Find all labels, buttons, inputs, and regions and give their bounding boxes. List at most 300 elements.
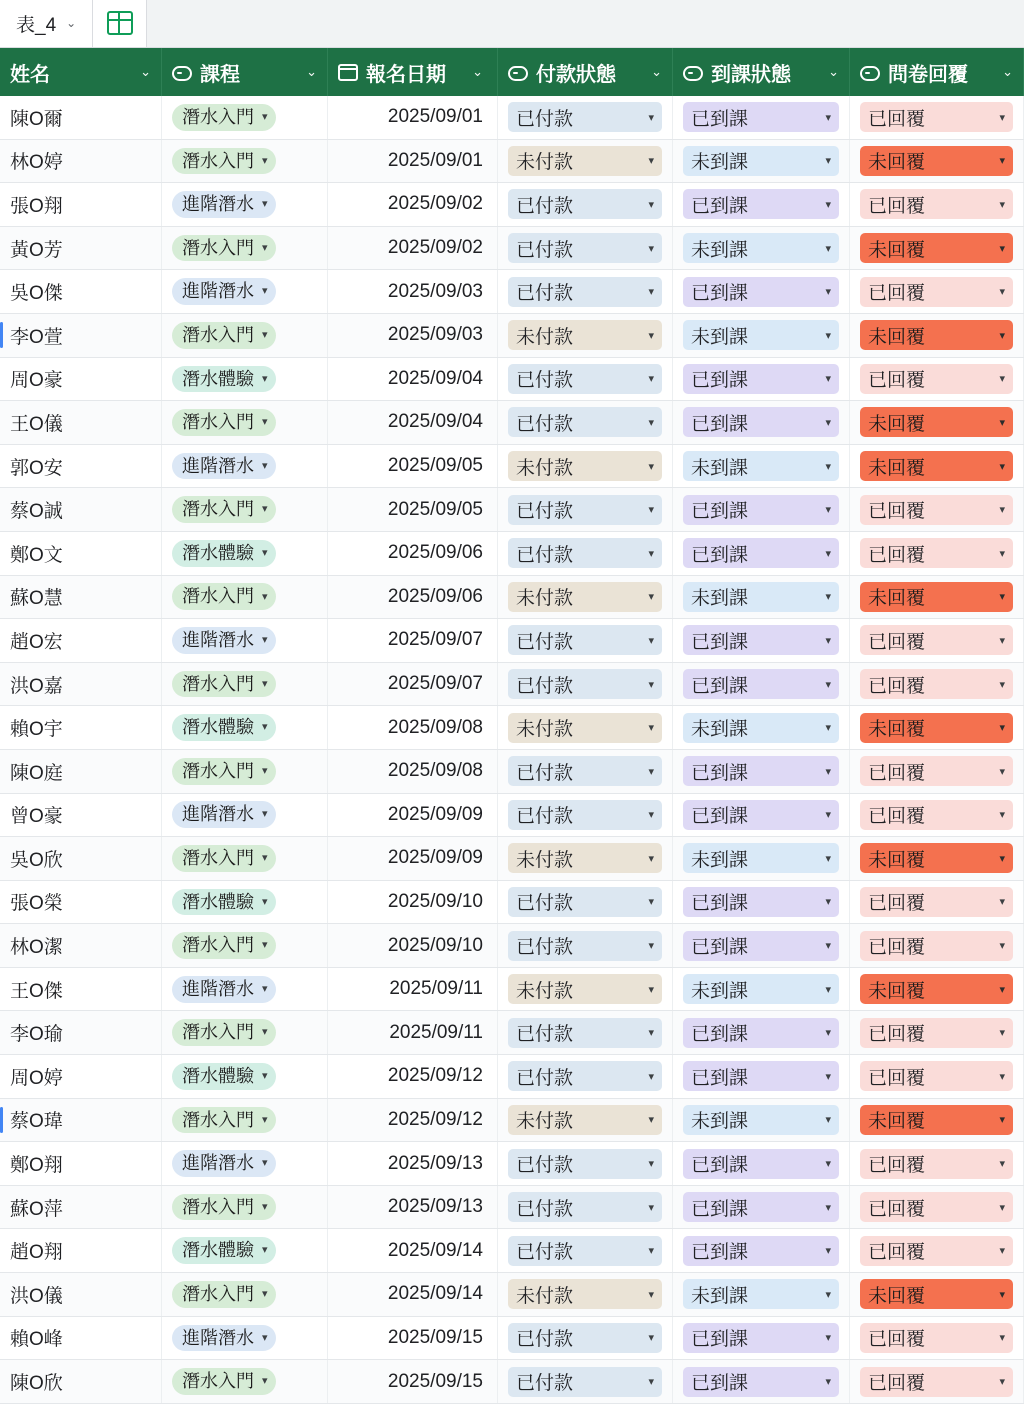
attendance-status-select[interactable] [683,538,839,568]
chevron-down-icon[interactable]: ▾ [648,460,654,473]
table-row[interactable] [0,619,1024,663]
chevron-down-icon[interactable]: ▾ [648,1245,654,1258]
chevron-down-icon[interactable]: ▾ [999,634,1005,647]
cell-name[interactable] [0,1229,162,1272]
chevron-down-icon[interactable]: ▾ [262,198,268,211]
payment-status-select[interactable] [508,887,662,917]
cell-name[interactable] [0,619,162,662]
cell-survey-response[interactable] [850,750,1024,793]
chevron-down-icon[interactable]: ▾ [648,373,654,386]
chevron-down-icon[interactable]: ⌄ [1002,64,1013,79]
attendance-status-select[interactable] [683,582,839,612]
survey-response-select[interactable] [860,102,1013,132]
table-row[interactable] [0,1055,1024,1099]
cell-attendance-status[interactable] [673,663,850,706]
survey-response-select[interactable] [860,843,1013,873]
cell-course[interactable] [162,1011,328,1054]
cell-survey-response[interactable] [850,1229,1024,1272]
cell-survey-response[interactable] [850,401,1024,444]
chevron-down-icon[interactable]: ▾ [262,241,268,254]
cell-name[interactable] [0,1099,162,1142]
chevron-down-icon[interactable]: ▾ [648,940,654,953]
course-chip[interactable] [172,583,276,610]
payment-status-select[interactable] [508,1192,662,1222]
chevron-down-icon[interactable]: ▾ [648,547,654,560]
table-row[interactable] [0,96,1024,140]
cell-survey-response[interactable] [850,140,1024,183]
chevron-down-icon[interactable]: ▾ [262,328,268,341]
course-chip[interactable] [172,1281,276,1308]
chevron-down-icon[interactable]: ▾ [999,1027,1005,1040]
table-row[interactable] [0,750,1024,794]
cell-attendance-status[interactable] [673,837,850,880]
cell-survey-response[interactable] [850,1273,1024,1316]
cell-name[interactable] [0,401,162,444]
chevron-down-icon[interactable]: ▾ [825,547,831,560]
chevron-down-icon[interactable]: ▾ [648,1288,654,1301]
table-row[interactable] [0,183,1024,227]
chevron-down-icon[interactable]: ▾ [648,198,654,211]
chevron-down-icon[interactable]: ▾ [825,1245,831,1258]
cell-registration-date[interactable] [328,794,498,837]
cell-attendance-status[interactable] [673,1142,850,1185]
chevron-down-icon[interactable]: ▾ [648,111,654,124]
cell-registration-date[interactable] [328,837,498,880]
payment-status-select[interactable] [508,364,662,394]
cell-payment-status[interactable] [498,358,673,401]
cell-registration-date[interactable] [328,1273,498,1316]
cell-course[interactable] [162,488,328,531]
attendance-status-select[interactable] [683,1323,839,1353]
survey-response-select[interactable] [860,146,1013,176]
payment-status-select[interactable] [508,1105,662,1135]
cell-name[interactable] [0,706,162,749]
chevron-down-icon[interactable]: ▾ [648,504,654,517]
cell-survey-response[interactable] [850,1317,1024,1360]
cell-course[interactable] [162,1142,328,1185]
survey-response-select[interactable] [860,669,1013,699]
chevron-down-icon[interactable]: ⌄ [828,64,839,79]
cell-payment-status[interactable] [498,1099,673,1142]
table-row[interactable] [0,227,1024,271]
cell-attendance-status[interactable] [673,1099,850,1142]
course-chip[interactable] [172,932,276,959]
chevron-down-icon[interactable]: ▾ [999,1332,1005,1345]
attendance-status-select[interactable] [683,451,839,481]
payment-status-select[interactable] [508,1061,662,1091]
cell-payment-status[interactable] [498,314,673,357]
column-header-payment-status[interactable] [498,48,673,96]
cell-course[interactable] [162,881,328,924]
cell-attendance-status[interactable] [673,1186,850,1229]
cell-name[interactable] [0,1055,162,1098]
cell-attendance-status[interactable] [673,227,850,270]
chevron-down-icon[interactable]: ▾ [825,460,831,473]
cell-payment-status[interactable] [498,1360,673,1403]
course-chip[interactable] [172,1194,276,1221]
cell-attendance-status[interactable] [673,270,850,313]
cell-payment-status[interactable] [498,1055,673,1098]
chevron-down-icon[interactable]: ▾ [825,722,831,735]
chevron-down-icon[interactable]: ▾ [825,940,831,953]
course-chip[interactable] [172,671,276,698]
cell-survey-response[interactable] [850,314,1024,357]
cell-name[interactable] [0,358,162,401]
table-row[interactable] [0,881,1024,925]
table-row[interactable] [0,358,1024,402]
survey-response-select[interactable] [860,233,1013,263]
course-chip[interactable] [172,366,276,393]
chevron-down-icon[interactable]: ▾ [999,198,1005,211]
cell-course[interactable] [162,96,328,139]
cell-course[interactable] [162,576,328,619]
chevron-down-icon[interactable]: ▾ [825,329,831,342]
cell-survey-response[interactable] [850,881,1024,924]
chevron-down-icon[interactable]: ▾ [825,1201,831,1214]
column-header-course[interactable] [162,48,328,96]
payment-status-select[interactable] [508,538,662,568]
chevron-down-icon[interactable]: ▾ [262,982,268,995]
cell-payment-status[interactable] [498,227,673,270]
cell-survey-response[interactable] [850,924,1024,967]
table-row[interactable] [0,314,1024,358]
chevron-down-icon[interactable]: ▾ [262,590,268,603]
cell-attendance-status[interactable] [673,1273,850,1316]
attendance-status-select[interactable] [683,1367,839,1397]
survey-response-select[interactable] [860,1367,1013,1397]
survey-response-select[interactable] [860,800,1013,830]
chevron-down-icon[interactable]: ▾ [825,373,831,386]
chevron-down-icon[interactable]: ▾ [648,634,654,647]
chevron-down-icon[interactable]: ▾ [999,155,1005,168]
course-chip[interactable] [172,1150,276,1177]
chevron-down-icon[interactable]: ▾ [999,286,1005,299]
attendance-status-select[interactable] [683,625,839,655]
cell-registration-date[interactable] [328,183,498,226]
cell-attendance-status[interactable] [673,96,850,139]
cell-registration-date[interactable] [328,1055,498,1098]
chevron-down-icon[interactable]: ▾ [825,809,831,822]
cell-name[interactable] [0,183,162,226]
cell-registration-date[interactable] [328,140,498,183]
survey-response-select[interactable] [860,931,1013,961]
cell-course[interactable] [162,924,328,967]
attendance-status-select[interactable] [683,713,839,743]
chevron-down-icon[interactable]: ▾ [825,286,831,299]
chevron-down-icon[interactable]: ▾ [262,1200,268,1213]
cell-survey-response[interactable] [850,1360,1024,1403]
cell-registration-date[interactable] [328,227,498,270]
cell-survey-response[interactable] [850,706,1024,749]
payment-status-select[interactable] [508,931,662,961]
table-row[interactable] [0,1317,1024,1361]
table-row[interactable] [0,1360,1024,1404]
chevron-down-icon[interactable]: ▾ [999,1245,1005,1258]
chevron-down-icon[interactable]: ▾ [262,1157,268,1170]
survey-response-select[interactable] [860,407,1013,437]
attendance-status-select[interactable] [683,277,839,307]
survey-response-select[interactable] [860,538,1013,568]
attendance-status-select[interactable] [683,407,839,437]
cell-payment-status[interactable] [498,140,673,183]
cell-course[interactable] [162,1099,328,1142]
chevron-down-icon[interactable]: ▾ [825,1070,831,1083]
survey-response-select[interactable] [860,974,1013,1004]
cell-survey-response[interactable] [850,183,1024,226]
chevron-down-icon[interactable]: ▾ [648,1158,654,1171]
table-row[interactable] [0,663,1024,707]
chevron-down-icon[interactable]: ▾ [999,1158,1005,1171]
chevron-down-icon[interactable]: ▾ [999,678,1005,691]
cell-registration-date[interactable] [328,1360,498,1403]
payment-status-select[interactable] [508,189,662,219]
cell-course[interactable] [162,837,328,880]
attendance-status-select[interactable] [683,1279,839,1309]
chevron-down-icon[interactable]: ▾ [262,110,268,123]
course-chip[interactable] [172,889,276,916]
survey-response-select[interactable] [860,1236,1013,1266]
chevron-down-icon[interactable]: ▾ [648,1070,654,1083]
cell-name[interactable] [0,1273,162,1316]
cell-registration-date[interactable] [328,663,498,706]
cell-survey-response[interactable] [850,619,1024,662]
survey-response-select[interactable] [860,495,1013,525]
cell-survey-response[interactable] [850,837,1024,880]
chevron-down-icon[interactable]: ▾ [825,896,831,909]
cell-payment-status[interactable] [498,1317,673,1360]
cell-name[interactable] [0,1317,162,1360]
survey-response-select[interactable] [860,1149,1013,1179]
survey-response-select[interactable] [860,320,1013,350]
cell-survey-response[interactable] [850,1186,1024,1229]
chevron-down-icon[interactable]: ▾ [648,329,654,342]
cell-name[interactable] [0,968,162,1011]
cell-attendance-status[interactable] [673,532,850,575]
table-row[interactable] [0,140,1024,184]
chevron-down-icon[interactable]: ▾ [648,242,654,255]
attendance-status-select[interactable] [683,756,839,786]
cell-registration-date[interactable] [328,619,498,662]
course-chip[interactable] [172,1063,276,1090]
chevron-down-icon[interactable]: ▾ [999,809,1005,822]
chevron-down-icon[interactable]: ▾ [999,722,1005,735]
chevron-down-icon[interactable]: ▾ [825,504,831,517]
cell-attendance-status[interactable] [673,619,850,662]
cell-attendance-status[interactable] [673,1011,850,1054]
cell-attendance-status[interactable] [673,1055,850,1098]
cell-payment-status[interactable] [498,488,673,531]
cell-course[interactable] [162,663,328,706]
attendance-status-select[interactable] [683,1192,839,1222]
cell-registration-date[interactable] [328,358,498,401]
chevron-down-icon[interactable]: ⌄ [66,16,77,30]
course-chip[interactable] [172,148,276,175]
survey-response-select[interactable] [860,713,1013,743]
cell-survey-response[interactable] [850,270,1024,313]
cell-name[interactable] [0,1142,162,1185]
chevron-down-icon[interactable]: ▾ [262,721,268,734]
table-row[interactable] [0,1011,1024,1055]
cell-payment-status[interactable] [498,1011,673,1054]
cell-name[interactable] [0,96,162,139]
attendance-status-select[interactable] [683,146,839,176]
chevron-down-icon[interactable]: ▾ [262,634,268,647]
survey-response-select[interactable] [860,451,1013,481]
cell-attendance-status[interactable] [673,881,850,924]
cell-payment-status[interactable] [498,924,673,967]
chevron-down-icon[interactable]: ▾ [825,634,831,647]
table-row[interactable] [0,1273,1024,1317]
cell-attendance-status[interactable] [673,140,850,183]
cell-registration-date[interactable] [328,445,498,488]
attendance-status-select[interactable] [683,102,839,132]
column-header-attendance-status[interactable] [673,48,850,96]
attendance-status-select[interactable] [683,887,839,917]
chevron-down-icon[interactable]: ▾ [999,416,1005,429]
cell-course[interactable] [162,183,328,226]
cell-registration-date[interactable] [328,270,498,313]
chevron-down-icon[interactable]: ▾ [648,1201,654,1214]
chevron-down-icon[interactable]: ▾ [262,764,268,777]
chevron-down-icon[interactable]: ▾ [262,503,268,516]
attendance-status-select[interactable] [683,495,839,525]
course-chip[interactable] [172,758,276,785]
cell-payment-status[interactable] [498,750,673,793]
chevron-down-icon[interactable]: ▾ [262,1331,268,1344]
chevron-down-icon[interactable]: ▾ [999,1288,1005,1301]
payment-status-select[interactable] [508,1279,662,1309]
cell-course[interactable] [162,314,328,357]
cell-course[interactable] [162,1360,328,1403]
cell-registration-date[interactable] [328,314,498,357]
cell-course[interactable] [162,227,328,270]
course-chip[interactable] [172,453,276,480]
table-row[interactable] [0,488,1024,532]
cell-attendance-status[interactable] [673,706,850,749]
attendance-status-select[interactable] [683,189,839,219]
chevron-down-icon[interactable]: ▾ [262,677,268,690]
cell-course[interactable] [162,1055,328,1098]
cell-name[interactable] [0,270,162,313]
chevron-down-icon[interactable]: ▾ [648,983,654,996]
table-row[interactable] [0,837,1024,881]
payment-status-select[interactable] [508,974,662,1004]
table-row[interactable] [0,968,1024,1012]
cell-attendance-status[interactable] [673,488,850,531]
cell-name[interactable] [0,488,162,531]
cell-attendance-status[interactable] [673,314,850,357]
chevron-down-icon[interactable]: ▾ [648,1114,654,1127]
cell-survey-response[interactable] [850,968,1024,1011]
cell-course[interactable] [162,1229,328,1272]
chevron-down-icon[interactable]: ▾ [825,198,831,211]
column-header-name[interactable] [0,48,162,96]
chevron-down-icon[interactable]: ▾ [825,242,831,255]
payment-status-select[interactable] [508,582,662,612]
survey-response-select[interactable] [860,582,1013,612]
chevron-down-icon[interactable]: ▾ [999,1114,1005,1127]
course-chip[interactable] [172,278,276,305]
cell-registration-date[interactable] [328,750,498,793]
cell-name[interactable] [0,576,162,619]
cell-payment-status[interactable] [498,401,673,444]
course-chip[interactable] [172,235,276,262]
chevron-down-icon[interactable]: ▾ [825,983,831,996]
payment-status-select[interactable] [508,756,662,786]
cell-payment-status[interactable] [498,1142,673,1185]
cell-survey-response[interactable] [850,445,1024,488]
chevron-down-icon[interactable]: ▾ [262,459,268,472]
chevron-down-icon[interactable]: ▾ [648,1332,654,1345]
cell-survey-response[interactable] [850,358,1024,401]
cell-name[interactable] [0,227,162,270]
chevron-down-icon[interactable]: ▾ [648,722,654,735]
cell-registration-date[interactable] [328,1142,498,1185]
chevron-down-icon[interactable]: ▾ [825,1114,831,1127]
cell-attendance-status[interactable] [673,183,850,226]
cell-course[interactable] [162,706,328,749]
cell-course[interactable] [162,401,328,444]
survey-response-select[interactable] [860,756,1013,786]
chevron-down-icon[interactable]: ▾ [648,1027,654,1040]
chevron-down-icon[interactable]: ▾ [825,1027,831,1040]
cell-payment-status[interactable] [498,96,673,139]
cell-payment-status[interactable] [498,794,673,837]
chevron-down-icon[interactable]: ▾ [262,895,268,908]
payment-status-select[interactable] [508,669,662,699]
survey-response-select[interactable] [860,625,1013,655]
cell-course[interactable] [162,270,328,313]
survey-response-select[interactable] [860,277,1013,307]
cell-survey-response[interactable] [850,1099,1024,1142]
payment-status-select[interactable] [508,277,662,307]
attendance-status-select[interactable] [683,1105,839,1135]
payment-status-select[interactable] [508,146,662,176]
chevron-down-icon[interactable]: ▾ [999,547,1005,560]
cell-registration-date[interactable] [328,706,498,749]
course-chip[interactable] [172,845,276,872]
survey-response-select[interactable] [860,1192,1013,1222]
cell-payment-status[interactable] [498,837,673,880]
cell-registration-date[interactable] [328,968,498,1011]
chevron-down-icon[interactable]: ▾ [999,1376,1005,1389]
survey-response-select[interactable] [860,1279,1013,1309]
cell-registration-date[interactable] [328,96,498,139]
cell-registration-date[interactable] [328,1317,498,1360]
payment-status-select[interactable] [508,451,662,481]
cell-name[interactable] [0,532,162,575]
chevron-down-icon[interactable]: ▾ [648,155,654,168]
survey-response-select[interactable] [860,1323,1013,1353]
cell-survey-response[interactable] [850,1142,1024,1185]
cell-payment-status[interactable] [498,663,673,706]
cell-attendance-status[interactable] [673,924,850,967]
table-row[interactable] [0,706,1024,750]
payment-status-select[interactable] [508,320,662,350]
course-chip[interactable] [172,976,276,1003]
cell-registration-date[interactable] [328,1186,498,1229]
cell-course[interactable] [162,968,328,1011]
cell-attendance-status[interactable] [673,794,850,837]
chevron-down-icon[interactable]: ▾ [648,809,654,822]
cell-course[interactable] [162,445,328,488]
survey-response-select[interactable] [860,1105,1013,1135]
course-chip[interactable] [172,714,276,741]
chevron-down-icon[interactable]: ▾ [262,416,268,429]
chevron-down-icon[interactable]: ▾ [825,1332,831,1345]
attendance-status-select[interactable] [683,669,839,699]
attendance-status-select[interactable] [683,1061,839,1091]
